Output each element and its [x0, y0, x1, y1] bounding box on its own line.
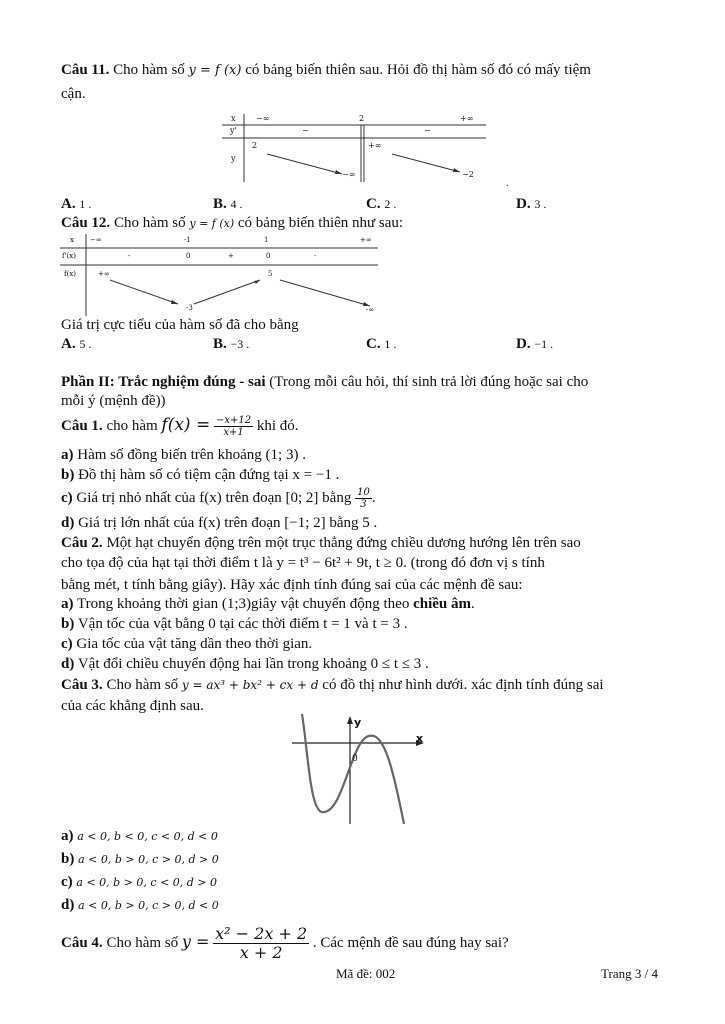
c2-line1 [61, 535, 581, 552]
q11-dot: . [506, 178, 509, 189]
q12-question: Giá trị cực tiểu của hàm số đã cho bằng [61, 317, 299, 333]
q12-text1: Cho hàm số [113, 215, 186, 231]
q11-line1 [61, 62, 591, 79]
q11-table-y-right-bot: −2 [462, 170, 474, 179]
q12-table-s1: - [128, 252, 131, 260]
q12-option-b[interactable]: B. −3 . [213, 336, 250, 352]
c3-item-b[interactable]: b) a < 0, b > 0, c > 0, d > 0 [61, 851, 219, 867]
c1-item-d[interactable]: d) Giá trị lớn nhất của f(x) trên đoạn [−1; 2] bằng 5 . [61, 515, 378, 531]
q11-option-c[interactable]: C. 2 . [366, 196, 397, 212]
q12-table-fp: f'(x) [62, 252, 76, 260]
c3-text2: có đồ thị như hình dưới. xác định tính đúng sai [322, 677, 604, 693]
c4-text2: . Các mệnh đề sau đúng hay sai? [312, 935, 509, 951]
q12-text2: có bảng biến thiên như sau: [237, 215, 404, 231]
c3-text1: Cho hàm số [106, 677, 179, 693]
q12-table-f-minf: +∞ [98, 270, 110, 278]
c1-text1: cho hàm [106, 418, 158, 434]
c3-origin-label: 0 [352, 754, 358, 764]
part2-title: Phần II: Trắc nghiệm đúng - sai [61, 374, 266, 390]
c2-line2: cho tọa độ của hạt tại thời điểm t là y = t³ − 6t² + 9t, t ≥ 0. (trong đó đơn vị s tính [61, 555, 545, 571]
q11-text2: có bảng biến thiên sau. Hỏi đồ thị hàm số đó có mấy tiệm [245, 62, 591, 78]
c3-curve [302, 714, 404, 824]
c1-item-b[interactable]: b) Đồ thị hàm số có tiệm cận đứng tại x = −1 . [61, 467, 340, 483]
q11-text1: Cho hàm số [113, 62, 185, 78]
c4-fraction: $\frac{\text{x² − 2x + 2}}{x + 2}$ [215, 924, 308, 963]
c3-x-label: x [416, 732, 424, 745]
q12-table-one: 1 [264, 236, 269, 244]
c3-item-a[interactable]: a) a < 0, b < 0, c < 0, d < 0 [61, 828, 218, 844]
c2-item-a[interactable]: a) Trong khoảng thời gian (1;3)giây vật chuyển động theo chiều âm. [61, 596, 475, 612]
c1-fx: f(x) = [161, 415, 211, 435]
q12-table-z1: 0 [186, 252, 191, 260]
q12-table-minf: −∞ [90, 236, 102, 244]
c2-item-b[interactable]: b) Vận tốc của vật bằng 0 tại các thời điểm t = 1 và t = 3 . [61, 616, 408, 632]
q11-table-pinf: +∞ [460, 114, 474, 123]
part2-desc1: (Trong mỗi câu hỏi, thí sinh trả lời đúng hoặc sai cho [269, 374, 589, 390]
c4-label: Câu 4. [61, 935, 103, 951]
q11-table-yp: y' [230, 126, 237, 135]
c1-label: Câu 1. [61, 418, 103, 434]
c3-label: Câu 3. [61, 677, 103, 693]
c2-label: Câu 2. [61, 535, 103, 551]
q11-table-y-left-top: 2 [252, 141, 258, 150]
q11-option-d[interactable]: D. 3 . [516, 196, 547, 212]
q11-label: Câu 11. [61, 62, 110, 78]
q12-func: y = f (x) [189, 217, 235, 230]
c4-text1: Cho hàm số [106, 935, 179, 951]
q12-table-f-max: 5 [268, 270, 273, 278]
part2-desc2: mỗi ý (mệnh đề)) [61, 393, 166, 409]
q11-table-y: y [231, 154, 236, 163]
c3-y-arrow [347, 716, 353, 724]
q12-line1 [61, 215, 403, 232]
q11-table-sign1: − [302, 126, 309, 135]
q12-table-z2: 0 [266, 252, 271, 260]
q11-table-x: x [231, 114, 236, 123]
q11-table-y-right-top: +∞ [368, 141, 382, 150]
c3-graph [290, 712, 430, 824]
c1-item-c[interactable]: c) Giá trị nhỏ nhất của f(x) trên đoạn [0; 2] bằng $\frac{10}{3}$ . [61, 487, 376, 511]
c3-text3: của các khẳng định sau. [61, 698, 204, 714]
c3-item-c[interactable]: c) a < 0, b > 0, c < 0, d > 0 [61, 874, 218, 890]
c1-item-a[interactable]: a) Hàm số đồng biến trên khoảng (1; 3) . [61, 447, 306, 463]
c3-y-label: y [354, 716, 362, 729]
q12-table-f-min: -3 [186, 304, 193, 312]
q12-table-m1: -1 [184, 236, 191, 244]
c2-line3: bằng mét, t tính bằng giây). Hãy xác định tính đúng sai của các mệnh đề sau: [61, 577, 523, 593]
q12-option-a[interactable]: A. 5 . [61, 336, 92, 352]
part2-heading [61, 374, 588, 391]
c2-item-c[interactable]: c) Gia tốc của vật tăng dần theo thời gian. [61, 636, 313, 652]
c1-line [61, 414, 299, 438]
q12-option-c[interactable]: C. 1 . [366, 336, 397, 352]
q11-option-a[interactable]: A. 1 . [61, 196, 92, 212]
q12-table-f-pinf: -∞ [366, 306, 375, 314]
c3-line1 [61, 677, 604, 694]
q12-table-x: x [70, 236, 74, 244]
q11-table-y-left-bot: −∞ [342, 170, 356, 179]
c3-func: y = ax³ + bx² + cx + d [181, 678, 319, 692]
q12-table-pinf: +∞ [360, 236, 372, 244]
footer-exam-code: Mã đề: 002 [336, 966, 396, 981]
q11-option-b[interactable]: B. 4 . [213, 196, 243, 212]
c1-text2: khi đó. [256, 418, 299, 434]
q11-variation-table [222, 114, 488, 184]
c4-line [61, 922, 509, 963]
c1-c-fraction: $\frac{10}{3}$ [357, 487, 370, 511]
q12-label: Câu 12. [61, 215, 111, 231]
q11-table-minf: −∞ [256, 114, 270, 123]
footer-page-number: Trang 3 / 4 [601, 966, 658, 981]
c3-item-d[interactable]: d) a < 0, b > 0, c > 0, d < 0 [61, 897, 219, 913]
q11-table-sign2: − [424, 126, 431, 135]
c2-item-d[interactable]: d) Vật đổi chiều chuyển động hai lần trong khoảng 0 ≤ t ≤ 3 . [61, 656, 429, 672]
q11-func: y = f (x) [188, 63, 242, 78]
q12-option-d[interactable]: D. −1 . [516, 336, 554, 352]
q12-table-s2: + [228, 252, 234, 260]
q12-table-f: f(x) [64, 270, 77, 278]
c4-y: y = [181, 932, 210, 951]
c1-fraction: $\frac{-x+12}{x+1}$ [215, 415, 252, 439]
c2-text1: Một hạt chuyển động trên một trục thẳng đứng chiều dương hướng lên trên sao [106, 535, 581, 551]
q11-table-two: 2 [359, 114, 365, 123]
q12-variation-table [60, 234, 380, 316]
q12-table-s3: - [314, 252, 317, 260]
q11-text3: cận. [61, 86, 86, 102]
